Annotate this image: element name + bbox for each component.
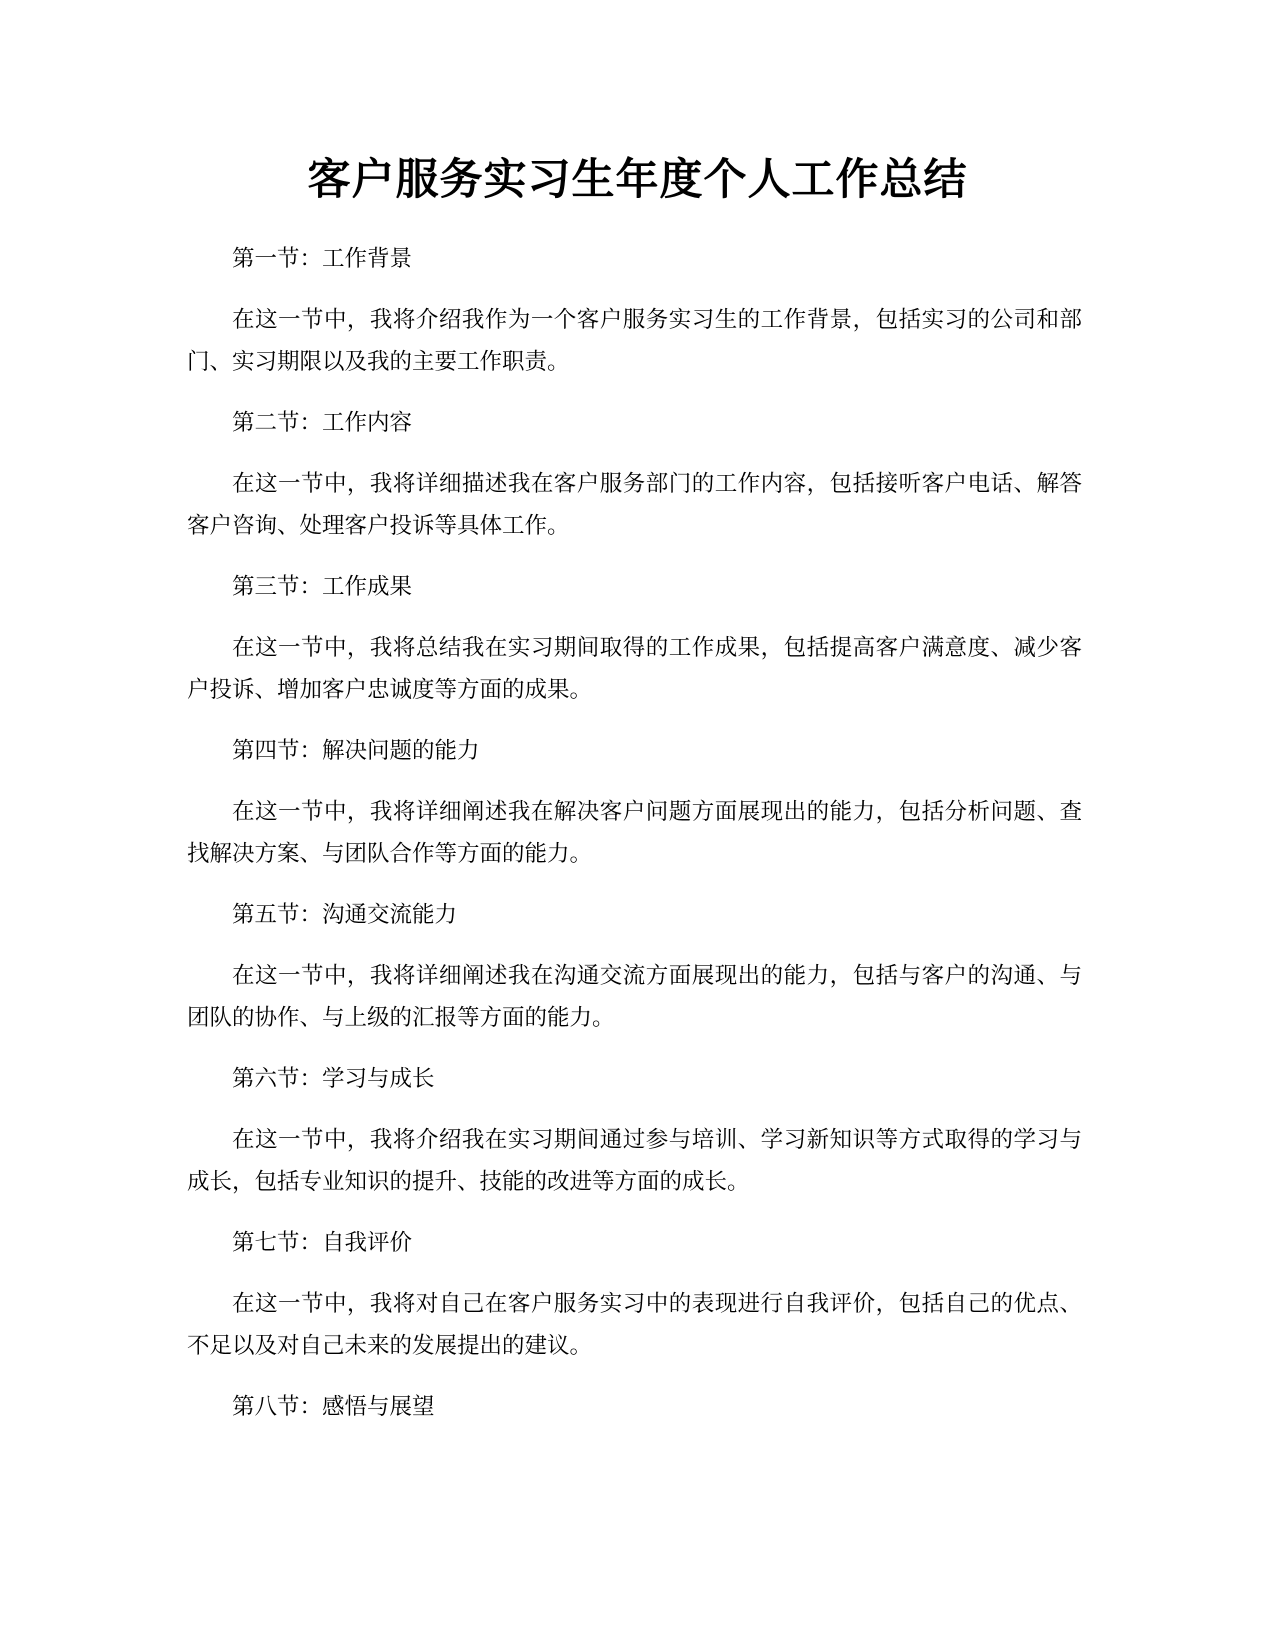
section-heading-8: 第八节：感悟与展望	[232, 1394, 435, 1420]
section-paragraph-4: 在这一节中，我将详细阐述我在解决客户问题方面展现出的能力，包括分析问题、查找解决方案、与团队合作等方面的能力。	[187, 799, 1082, 867]
section-paragraph-3: 在这一节中，我将总结我在实习期间取得的工作成果，包括提高客户满意度、减少客户投诉、增加客户忠诚度等方面的成果。	[187, 635, 1082, 703]
section-paragraph-2: 在这一节中，我将详细描述我在客户服务部门的工作内容，包括接听客户电话、解答客户咨询、处理客户投诉等具体工作。	[187, 471, 1082, 539]
section-heading-6: 第六节：学习与成长	[232, 1066, 435, 1092]
section-paragraph-1: 在这一节中，我将介绍我作为一个客户服务实习生的工作背景，包括实习的公司和部门、实习期限以及我的主要工作职责。	[187, 307, 1082, 375]
section-heading-5: 第五节：沟通交流能力	[232, 902, 458, 928]
section-heading-1: 第一节：工作背景	[232, 246, 413, 272]
section-paragraph-7: 在这一节中，我将对自己在客户服务实习中的表现进行自我评价，包括自己的优点、不足以及对自己未来的发展提出的建议。	[187, 1291, 1082, 1359]
section-paragraph-6: 在这一节中，我将介绍我在实习期间通过参与培训、学习新知识等方式取得的学习与成长，包括专业知识的提升、技能的改进等方面的成长。	[187, 1127, 1082, 1195]
section-heading-7: 第七节：自我评价	[232, 1230, 413, 1256]
section-paragraph-5: 在这一节中，我将详细阐述我在沟通交流方面展现出的能力，包括与客户的沟通、与团队的协作、与上级的汇报等方面的能力。	[187, 963, 1082, 1031]
document-title: 客户服务实习生年度个人工作总结	[307, 155, 968, 205]
section-heading-4: 第四节：解决问题的能力	[232, 738, 480, 764]
section-heading-3: 第三节：工作成果	[232, 574, 413, 600]
section-heading-2: 第二节：工作内容	[232, 410, 413, 436]
document-body	[187, 238, 1082, 1447]
